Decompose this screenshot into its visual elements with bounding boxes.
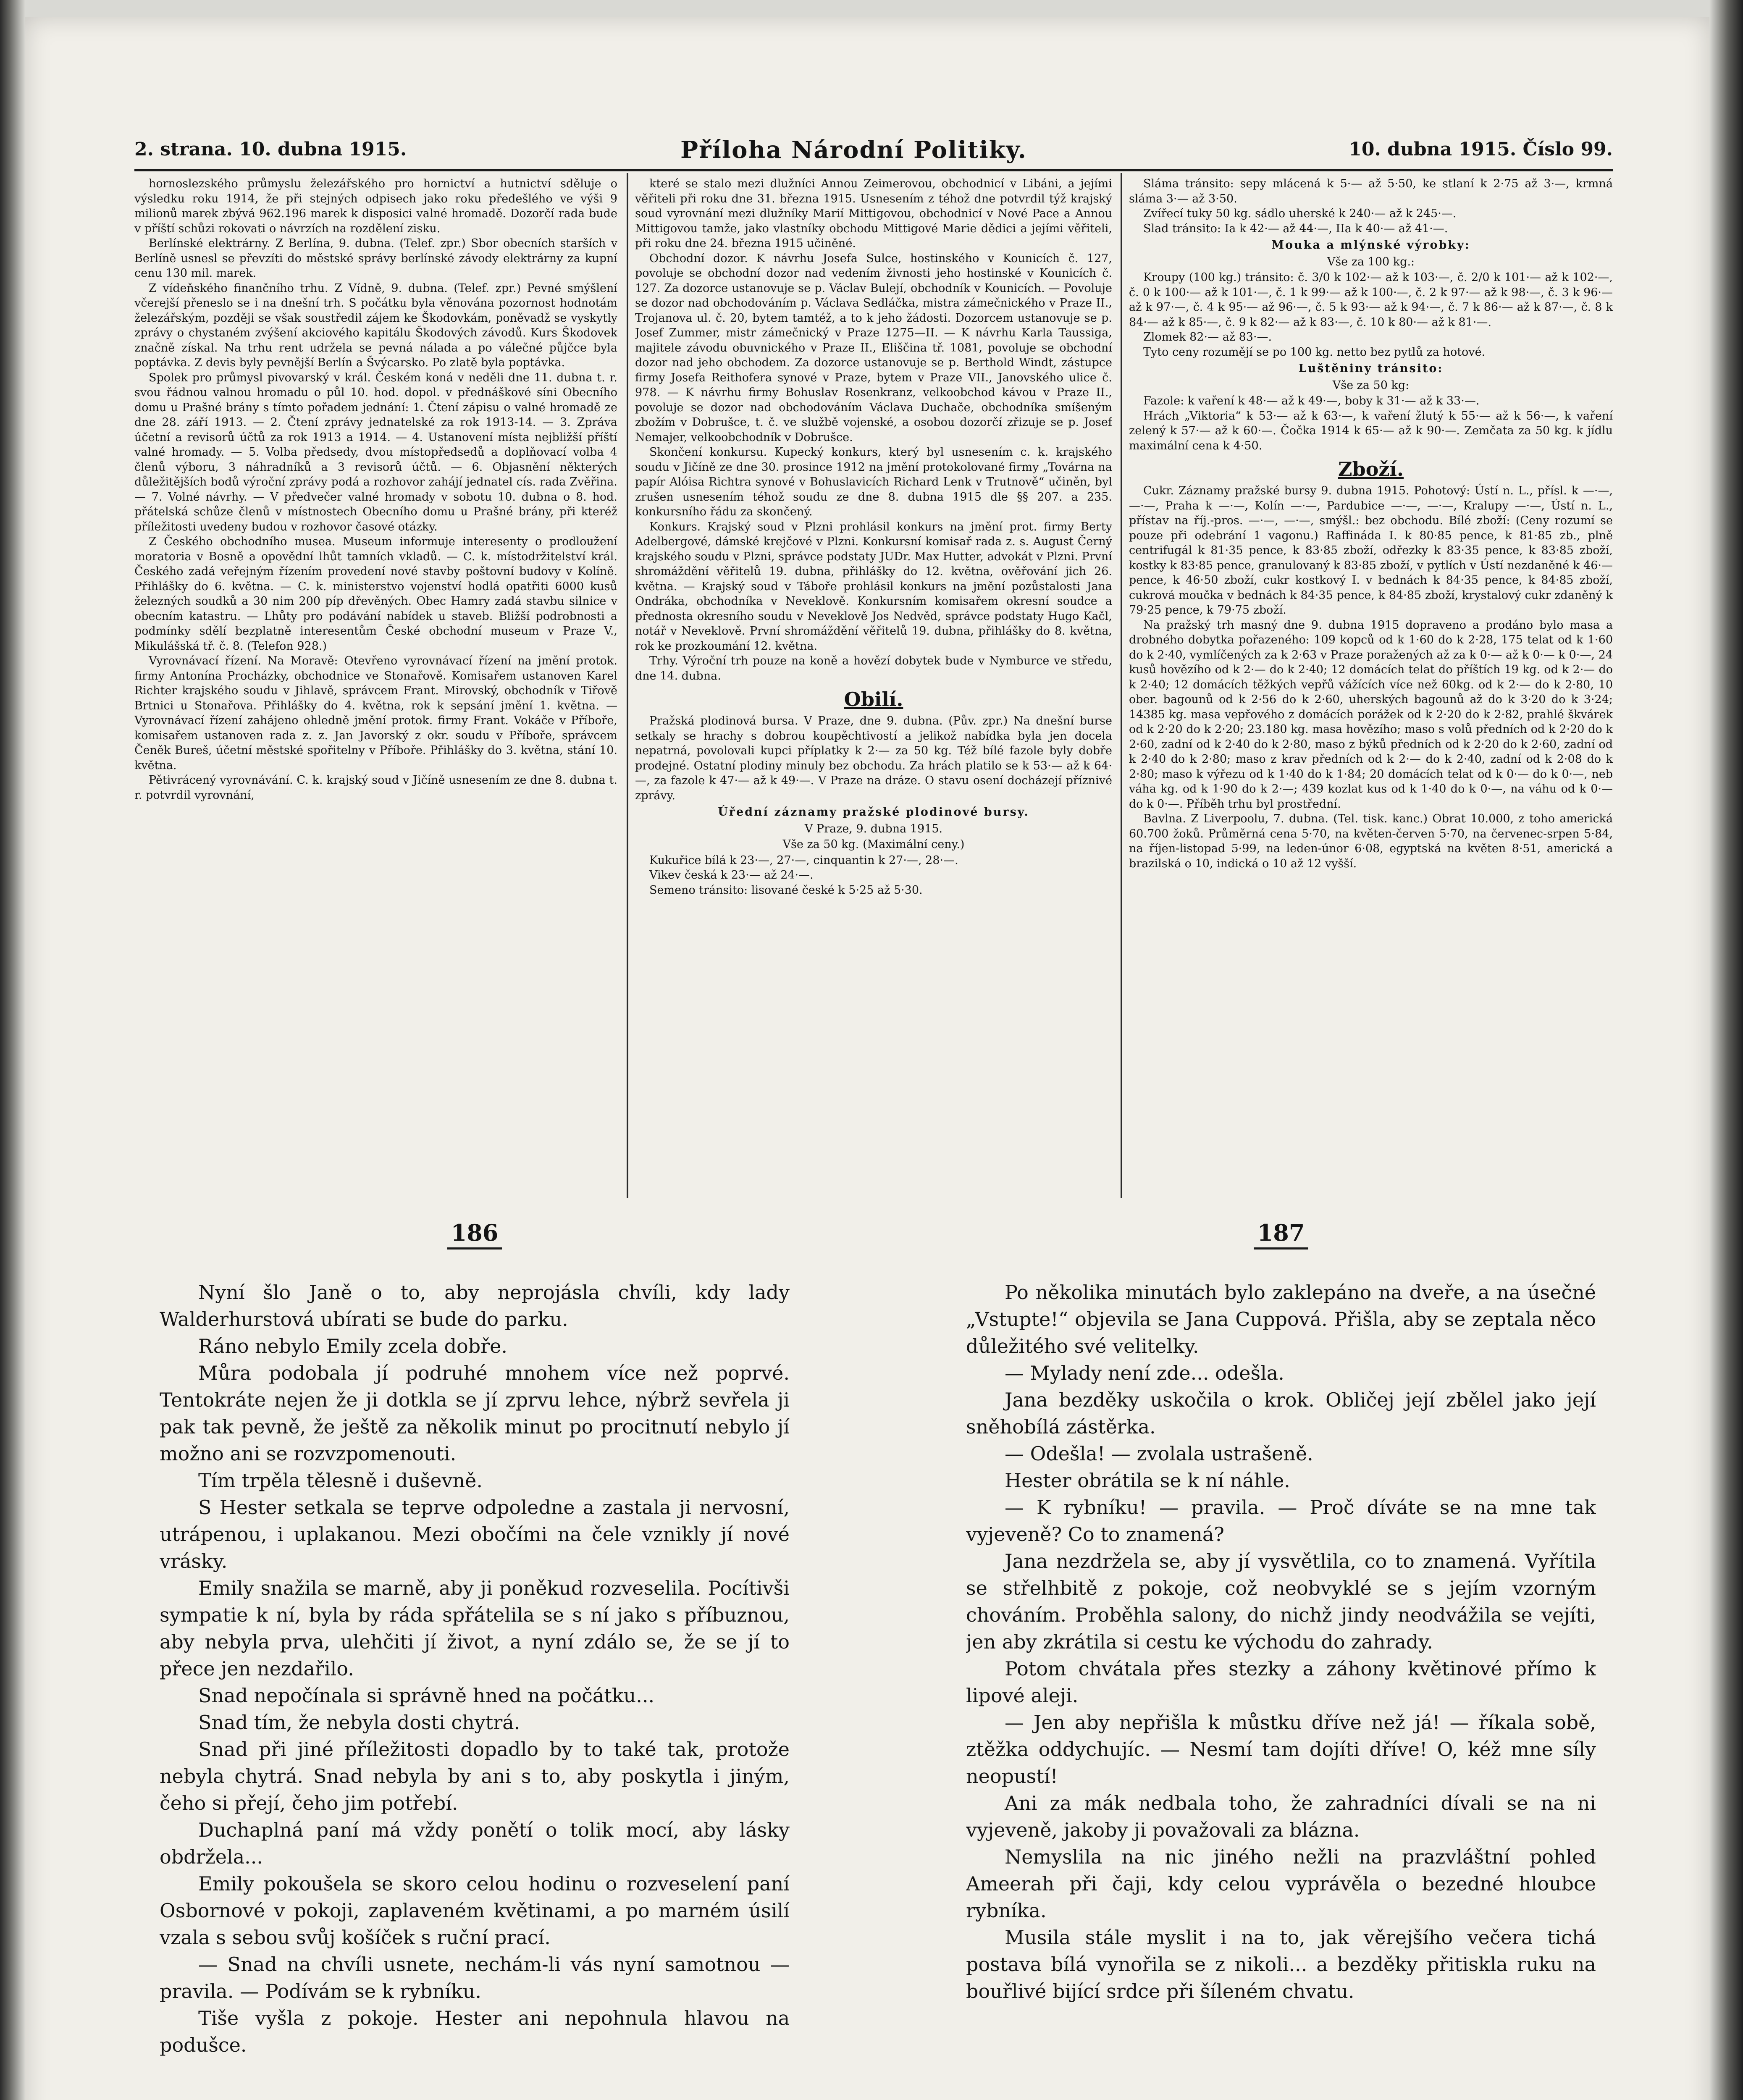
- novel-paragraph: — Snad na chvíli usnete, nechám-li vás nyní samotnou — pravila. — Podívám se k rybníku.: [160, 1953, 790, 2003]
- page-number: 186: [451, 1219, 499, 1246]
- novel-text: [160, 1279, 790, 2100]
- price-line: Tyto ceny rozumějí se po 100 kg. netto bez pytlů za hotové.: [1143, 345, 1486, 359]
- novel-paragraph: Můra podobala jí podruhé mnohem více než poprvé. Tentokráte nejen že ji dotkla se jí zprvu lehce, nýbrž sevřela ji pak tak pevně, že ještě za několik minut po procitnutí nebylo jí možno ani se rozvzpomenouti.: [160, 1362, 790, 1465]
- novel-paragraph: Nemyslila na nic jiného nežli na prazvláštní pohled Ameerah při čaji, kdy celou vyprávěla o bezedné hloubce rybníka.: [966, 1845, 1596, 1922]
- novel-paragraph: Duchaplná paní má vždy ponětí o tolik mocí, aby lásky obdržela...: [160, 1819, 790, 1868]
- subheading-legumes: Luštěniny tránsito:: [1298, 362, 1444, 375]
- article-paragraph: Vyrovnávací řízení. Na Moravě: Otevřeno vyrovnávací řízení na jmění protok. firmy Antonína Procházky, obchodnice ve Stonařově. Komisařem ustanoven Karel Richter krajského soudu v Jihlavě, správcem Frant. Mirovský, obchodník v Tiřově Brtnici u Stonařova. Přihlášky do 4. května, rok k sepsání jmění 1. května. — Vyrovnávací řízení zahájeno ohledně jmění protok. firmy Frant. Vokáče v Příboře, komisařem ustanoven rada z. z. Jan Javorský z okr. soudu v Příboře, správcem Čeněk Bureš, účetní městské spořitelny v Příboře. Přihlášky do 3. května, stání 10. května.: [134, 654, 617, 772]
- news-column-2: [635, 176, 1112, 1193]
- novel-paragraph: Jana bezděky uskočila o krok. Obličej její zbělel jako její sněhobílá zástěrka.: [966, 1389, 1596, 1438]
- article-paragraph: Z Českého obchodního musea. Museum informuje interesenty o prodloužení moratoria v Bosně a opovědní lhůt tamních vkladů. — C. k. místodržitelství král. Českého zadá veřejným řízením provedení nové stavby poštovní budovy v Kolíně. Přihlášky do 6. května. — C. k. ministerstvo vojenství hodlá opatřiti 6000 kusů železných soudků a 30 nim 200 píp dřevěných. Obec Hamry zadá stavbu silnice v obecním katastru. — Lhůty pro podávání nabídek u staveb. Bližší podrobnosti a podmínky sdělí bezplatně interesentům České obchodní museum v Praze V., Mikulášská tř. č. 8. (Telefon 928.): [134, 535, 617, 653]
- page-number: 187: [1257, 1219, 1305, 1246]
- novel-paragraph: — K rybníku! — pravila. — Proč díváte se na mne tak vyjeveně? Co to znamená?: [966, 1496, 1596, 1546]
- novel-paragraph: Ani za mák nedbala toho, že zahradníci dívali se na ni vyjeveně, jakoby ji považovali za blázna.: [966, 1792, 1596, 1841]
- novel-page-187: [966, 1218, 1596, 2100]
- novel-paragraph: Ráno nebylo Emily zcela dobře.: [198, 1335, 507, 1357]
- article-paragraph: Spolek pro průmysl pivovarský v král. Českém koná v neděli dne 11. dubna t. r. svou řádnou valnou hromadu o půl 10. hod. dopol. v přednáškové síni Obecního domu u Prašné brány s tímto pořadem jednání: 1. Čtení zápisu o valné hromadě ze dne 28. září 1913. — 2. Čtení zprávy jednatelské za rok 1913-14. — 3. Zpráva účetní a revisorů účtů za rok 1913 a 1914. — 4. Ustanovení místa nejbližší příští valné hromady. — 5. Volba předsedy, dvou místopředsedů a doplňovací volba 4 členů výboru, 3 náhradníků a 3 revisorů účtů. — 6. Objasnění některých důležitějších bodů výroční zprávy podá a rozhovor zahájí jednatel cís. rada Zvěřina. — 7. Volné návrhy. — V předvečer valné hromady v sobotu 10. dubna o 8. hod. přátelská schůze členů v místnostech Obecního domu u Prašné brány, při kteréž příležitosti uvedeny budou v rozhovor časové otázky.: [134, 371, 617, 533]
- news-column-1: [134, 176, 617, 1193]
- novel-paragraph: Snad tím, že nebyla dosti chytrá.: [198, 1711, 520, 1734]
- novel-paragraph: Emily snažila se marně, aby ji poněkud rozveselila. Pocítivši sympatie k ní, byla by ráda spřátelila se s ní jako s příbuznou, aby nebyla prva, ulehčiti jí život, a nyní zdálo se, že se jí to přece jen nezdařilo.: [160, 1577, 790, 1680]
- article-paragraph: Trhy. Výroční trh pouze na koně a hovězí dobytek bude v Nymburce ve středu, dne 14. dubna.: [635, 654, 1112, 682]
- novel-paragraph: Tiše vyšla z pokoje. Hester ani nepohnula hlavou na podušce.: [160, 2007, 790, 2056]
- novel-paragraph: — Mylady není zde... odešla.: [1005, 1362, 1284, 1384]
- page-number-rule: [1254, 1247, 1308, 1250]
- news-column-3: [1129, 176, 1613, 1193]
- price-line: Hrách „Viktoria“ k 53·— až k 63·—, k vaření žlutý k 55·— až k 56·—, k vaření zelený k 57·— až k 60·—. Čočka 1914 k 65·— až k 90·—. Zemčata za 50 kg. k jídlu maximální cena k 4·50.: [1129, 409, 1613, 452]
- subline-date: V Praze, 9. dubna 1915.: [804, 822, 943, 835]
- header-date-left: 2. strana. 10. dubna 1915.: [134, 139, 407, 160]
- novel-paragraph: Hester obrátila se k ní náhle.: [1005, 1469, 1290, 1492]
- novel-page-186: [160, 1218, 790, 2100]
- price-line: Slad tránsito: Ia k 42·— až 44·—, IIa k 40·— až 41·—.: [1143, 222, 1448, 235]
- price-line: Semeno tránsito: lisované české k 5·25 až 5·30.: [649, 883, 923, 897]
- article-paragraph: Na pražský trh masný dne 9. dubna 1915 dopraveno a prodáno bylo masa a drobného dobytka pořazeného: 109 kopců od k 1·60 do k 2·28, 175 telat od k 1·60 do k 2·40, vymlíčených za k 2·63 v Praze poražených až za k 0·— až k 0·— k 0·—, 24 kusů hovězího od k 2·— do k 2·40; 12 domácích telat do příštích 19 kg. od k 2·— do k 2·40; 12 domácích těžkých vepřů vážících více než 60kg. od k 2·— do k 2·80, 10 ober. bagounů od k 2·56 do k 2·60, uherských bagounů až do k 3·20 do k 3·24; 14385 kg. masa vepřového z domácích porážek od k 2·20 do k 2·82, prahlé škvárek od k 2·20 do k 2·20; 23.180 kg. masa hovězího; maso s volů předních od k 2·20 do k 2·60, zadní od k 2·40 do k 2·80, maso z býků předních od k 2·20 do k 2·60, zadní od k 2·40 do k 2·80; maso z krav předních od k 2·— do k 2·40, zadní od k 2·08 do k 2·80; maso k výřezu od k 1·40 do k 1·84; 20 domácích telat od k 0·— do k 0·—, neb váha kg. od k 1·90 do k 2·—; 439 kozlat kus od k 1·40 do k 0·—, na váhu od k 0·— do k 0·—. Příběh trhu byl prostřední.: [1129, 618, 1613, 811]
- article-paragraph: Z vídeňského finančního trhu. Z Vídně, 9. dubna. (Telef. zpr.) Pevné smýšlení včerejší přeneslo se i na dnešní trh. S počátku byla věnována pozornost hodnotám železářským, později se však soustředil zájem ke Škodovkám, poněvadž se vyskytly zprávy o chystaném zvýšení akciového kapitálu Škodových závodů. Kurs Škodovek značně získal. Na trhu rent udržela se pevná nálada a po válečné půjčce byla poptávka. Z devis byly pevnější Berlín a Švýcarsko. Po zlatě byla poptávka.: [134, 281, 617, 369]
- article-paragraph: Obchodní dozor. K návrhu Josefa Sulce, hostinského v Kounicích č. 127, povoluje se obchodní dozor nad vedením živnosti jeho hostinské v Kounicích č. 127. Za dozorce ustanovuje se p. Václav Bulejí, obchodník v Kounicích. — Povoluje se dozor nad obchodováním p. Václava Sedláčka, mistra zámečnického v Praze II., Trojanova ul. č. 20, bytem tamtéž, a to k jeho žádosti. Dozorcem ustanovuje se p. Josef Zummer, mistr zámečnický v Praze 1275—II. — K návrhu Karla Taussiga, majitele závodu obuvnického v Praze II., Eliščina tř. 1081, povoluje se obchodní dozor nad jeho obchodem. Za dozorce ustanovuje se p. Berthold Windt, zástupce firmy Josefa Reithofera synové v Praze, bytem v Praze VII., Janovského ulice č. 978. — K návrhu firmy Bohuslav Rosenkranz, velkoobchod kávou v Praze II., povoluje se dozor nad obchodováním Václava Duchače, obchodníka smíšeným zbožím v Dobrušce, t. č. ve službě vojenské, a osobou dozorčí zřizuje se p. Josef Nemajer, velkoobchodník v Dobrušce.: [635, 252, 1112, 444]
- novel-paragraph: Musila stále myslit i na to, jak věrejšího večera tichá postava bílá vynořila se z nikoli... a bezděky přitiskla ruku na bouřlivé bijící srdce při šíleném chvatu.: [966, 1926, 1596, 2003]
- novel-text: [966, 1279, 1596, 2100]
- article-paragraph: Cukr. Záznamy pražské bursy 9. dubna 1915. Pohotový: Ústí n. L., přísl. k —·—, —·—, Praha k —·—, Kolín —·—, Pardubice —·—, —·—, Kralupy —·—, Ústí n. L., přístav na říj.-pros. —·—, —·—, smýšl.: bez obchodu. Bílé zboží: (Ceny rozumí se pouze při odebrání 1 vagonu.) Raffináda I. k 80·85 pence, k 81·85 zb., plně centrifugál k 81·35 pence, k 83·85 zboží, odřezky k 83·35 pence, k 83·85 zboží, kostky k 83·85 pence, granulovaný k 83·85 zboží, v pytlích v Ústí nezdaněné k 46·— pence, k 46·50 zboží, cukr kostkový I. v bednách k 84·35 pence, k 84·85 zboží, cukrová moučka v bednách k 84·35 pence, k 84·85 zboží, krystalový cukr zdaněný k 79·25 pence, k 79·75 zboží.: [1129, 484, 1613, 617]
- price-line: Vikev česká k 23·— až 24·—.: [649, 869, 814, 882]
- novel-paragraph: Tím trpěla tělesně i duševně.: [198, 1469, 483, 1492]
- article-paragraph: Skončení konkursu. Kupecký konkurs, který byl usnesením c. k. krajského soudu v Jičíně ze dne 30. prosince 1912 na jmění protokolované firmy „Továrna na papír Alóisa Richtra synové v Bohuslavicích Richard Lenk v Trutnově“ učiněn, byl zrušen usnesením téhož soudu ze dne 8. dubna 1915 dle §§ 207. a 235. konkursního řádu za skončený.: [635, 446, 1112, 518]
- article-paragraph: Berlínské elektrárny. Z Berlína, 9. dubna. (Telef. zpr.) Sbor obecních starších v Berlíně usnesl se převzíti do městské správy berlínské závody elektrárny za kupní cenu 130 mil. marek.: [134, 237, 617, 280]
- novel-paragraph: — Odešla! — zvolala ustrašeně.: [1005, 1442, 1313, 1465]
- novel-paragraph: S Hester setkala se teprve odpoledne a zastala ji nervosní, utrápenou, i uplakanou. Mezi obočími na čele vznikly jí nové vrásky.: [160, 1496, 790, 1572]
- novel-paragraph: Snad při jiné příležitosti dopadlo by to také tak, protože nebyla chytrá. Snad nebyla by ani s to, aby poskytla i jiným, čeho si přejí, čeho jim potřebí.: [160, 1738, 790, 1814]
- column-divider-1: [627, 173, 628, 1198]
- subline-units: Vše za 100 kg.:: [1327, 255, 1415, 268]
- newspaper-title: Příloha Národní Politiky.: [680, 136, 1027, 164]
- column-divider-2: [1121, 173, 1122, 1198]
- subline-units: Vše za 50 kg. (Maximální ceny.): [782, 838, 965, 851]
- novel-paragraph: Snad nepočínala si správně hned na počátku...: [198, 1684, 655, 1707]
- novel-paragraph: Po několika minutách bylo zaklepáno na dveře, a na úsečné „Vstupte!“ objevila se Jana Cuppová. Přišla, aby se zeptala něco důležitého své velitelky.: [966, 1281, 1596, 1357]
- novel-paragraph: — Jen aby nepřišla k můstku dříve než já! — říkala sobě, ztěžka oddychujíc. — Nesmí tam dojíti dříve! O, kéž mne síly neopustí!: [966, 1711, 1596, 1788]
- header-rule: [134, 169, 1613, 171]
- header-date-right: 10. dubna 1915. Číslo 99.: [1349, 139, 1613, 160]
- price-line: Sláma tránsito: sepy mlácená k 5·— až 5·50, ke stlaní k 2·75 až 3·—, krmná sláma 3·— až 3·50.: [1129, 177, 1613, 205]
- scan-edge-right: [1709, 0, 1743, 2100]
- newspaper-header: [134, 136, 1613, 172]
- page-number-rule: [447, 1247, 502, 1250]
- article-paragraph: hornoslezského průmyslu železářského pro hornictví a hutnictví sděluje o výsledku roku 1914, že při stejných odpisech jako roku předešlého ve výši 9 milionů marek zbývá 962.196 marek k disposici valné hromadě. Dozorčí rada bude v příští schůzi rokovati o návrzích na rozdělení zisku.: [134, 177, 617, 235]
- subheading-flour: Mouka a mlýnské výrobky:: [1271, 239, 1470, 252]
- price-line: Zlomek 82·— až 83·—.: [1143, 331, 1272, 344]
- article-paragraph: Konkurs. Krajský soud v Plzni prohlásil konkurs na jmění prot. firmy Berty Adelbergové, dámské krejčové v Plzni. Konkursní komisař rada z. s. August Černý krajského soudu v Plzni, správce podstaty JUDr. Max Hutter, advokát v Plzni. První shromáždění věřitelů 19. dubna, přihlášky do 12. května, ověřování jich 26. května. — Krajský soud v Táboře prohlásil konkurs na jmění pozůstalosti Jana Ondráka, obchodníka v Neveklově. Konkursním komisařem okresní soudce a přednosta okresního soudu v Neveklově Jos Nedvěd, správce podstaty Hugo Kačl, notář v Neveklově. První shromáždění věřitelů 19. dubna, přihlášky do 8. května, rok ke prozkoumání 12. května.: [635, 520, 1112, 653]
- article-paragraph: které se stalo mezi dlužníci Annou Zeimerovou, obchodnicí v Libáni, a jejími věřiteli při roku dne 31. března 1915. Usnesením z téhož dne potvrdil týž krajský soud vyrovnání mezi dlužníky Marií Mittigovou, obchodnicí v Nové Pace a Annou Mittigovou tamže, jako vlastníky obchodu Mittigové Marie dědici a jejími věřiteli, při roku dne 24. března 1915 učiněné.: [635, 177, 1112, 250]
- price-line: Fazole: k vaření k 48·— až k 49·—, boby k 31·— až k 33·—.: [1143, 394, 1480, 407]
- subline-units: Vše za 50 kg:: [1332, 378, 1410, 392]
- subheading-bourse-records: Úřední záznamy pražské plodinové bursy.: [718, 806, 1029, 819]
- price-line: Kroupy (100 kg.) tránsito: č. 3/0 k 102·— až k 103·—, č. 2/0 k 101·— až k 102·—, č. 0 k 100·— až k 101·—, č. 1 k 99·— až k 100·—, č. 2 k 97·— až k 98·—, č. 3 k 96·— až k 97·—, č. 4 k 95·— až 96·—, č. 5 k 93·— až k 94·—, č. 7 k 86·— až k 87·—, č. 8 k 84·— až k 85·—, č. 9 k 82·— až k 83·—, č. 10 k 80·— až k 81·—.: [1129, 271, 1613, 329]
- section-heading-goods: Zboží.: [1338, 458, 1404, 480]
- scan-edge-left: [0, 0, 25, 2100]
- price-line: Zvířecí tuky 50 kg. sádlo uherské k 240·— až k 245·—.: [1143, 207, 1457, 220]
- section-heading-grain: Obilí.: [844, 688, 903, 711]
- novel-paragraph: Jana nezdržela se, aby jí vysvětlila, co to znamená. Vyřítila se střelhbitě z pokoje, což neobvyklé se s jejím vzorným chováním. Proběhla salony, do nichž jindy neodvážila se vejíti, jen aby zkrátila si cestu ke východu do zahrady.: [966, 1550, 1596, 1653]
- novel-paragraph: Emily pokoušela se skoro celou hodinu o rozveselení paní Osbornové v pokoji, zaplaveném květinami, a po marném úsilí vzala s sebou svůj košíček s ruční prací.: [160, 1872, 790, 1949]
- novel-paragraph: Potom chvátala přes stezky a záhony květinové přímo k lipové aleji.: [966, 1657, 1596, 1707]
- article-paragraph: Pětivrácený vyrovnávání. C. k. krajský soud v Jičíně usnesením ze dne 8. dubna t. r. potvrdil vyrovnání,: [134, 774, 617, 802]
- article-paragraph: Bavlna. Z Liverpoolu, 7. dubna. (Tel. tisk. kanc.) Obrat 10.000, z toho americká 60.700 žoků. Průměrná cena 5·70, na květen-červen 5·70, na červenec-srpen 5·84, na říjen-listopad 5·99, na leden-únor 6·08, egyptská na květen 8·51, americká a brazilská o 10, indická o 10 až 12 vyšší.: [1129, 812, 1613, 870]
- novel-paragraph: Nyní šlo Janě o to, aby neprojásla chvíli, kdy lady Walderhurstová ubírati se bude do parku.: [160, 1281, 790, 1331]
- article-paragraph: Pražská plodinová bursa. V Praze, dne 9. dubna. (Pův. zpr.) Na dnešní burse setkaly se hrachy s dobrou koupěchtivostí a jelikož nabídka byla jen docela nepatrná, povolovali kupci příplatky k 2·— za 50 kg. Též bílé fazole byly dobře prodejné. Ostatní plodiny minuly bez obchodu. Za hrách platilo se k 53·— až k 64·—, za fazole k 47·— až k 49·—. V Praze na dráze. O stavu osení docházejí příznivé zprávy.: [635, 714, 1112, 802]
- price-line: Kukuřice bílá k 23·—, 27·—, cinquantin k 27·—, 28·—.: [649, 853, 958, 867]
